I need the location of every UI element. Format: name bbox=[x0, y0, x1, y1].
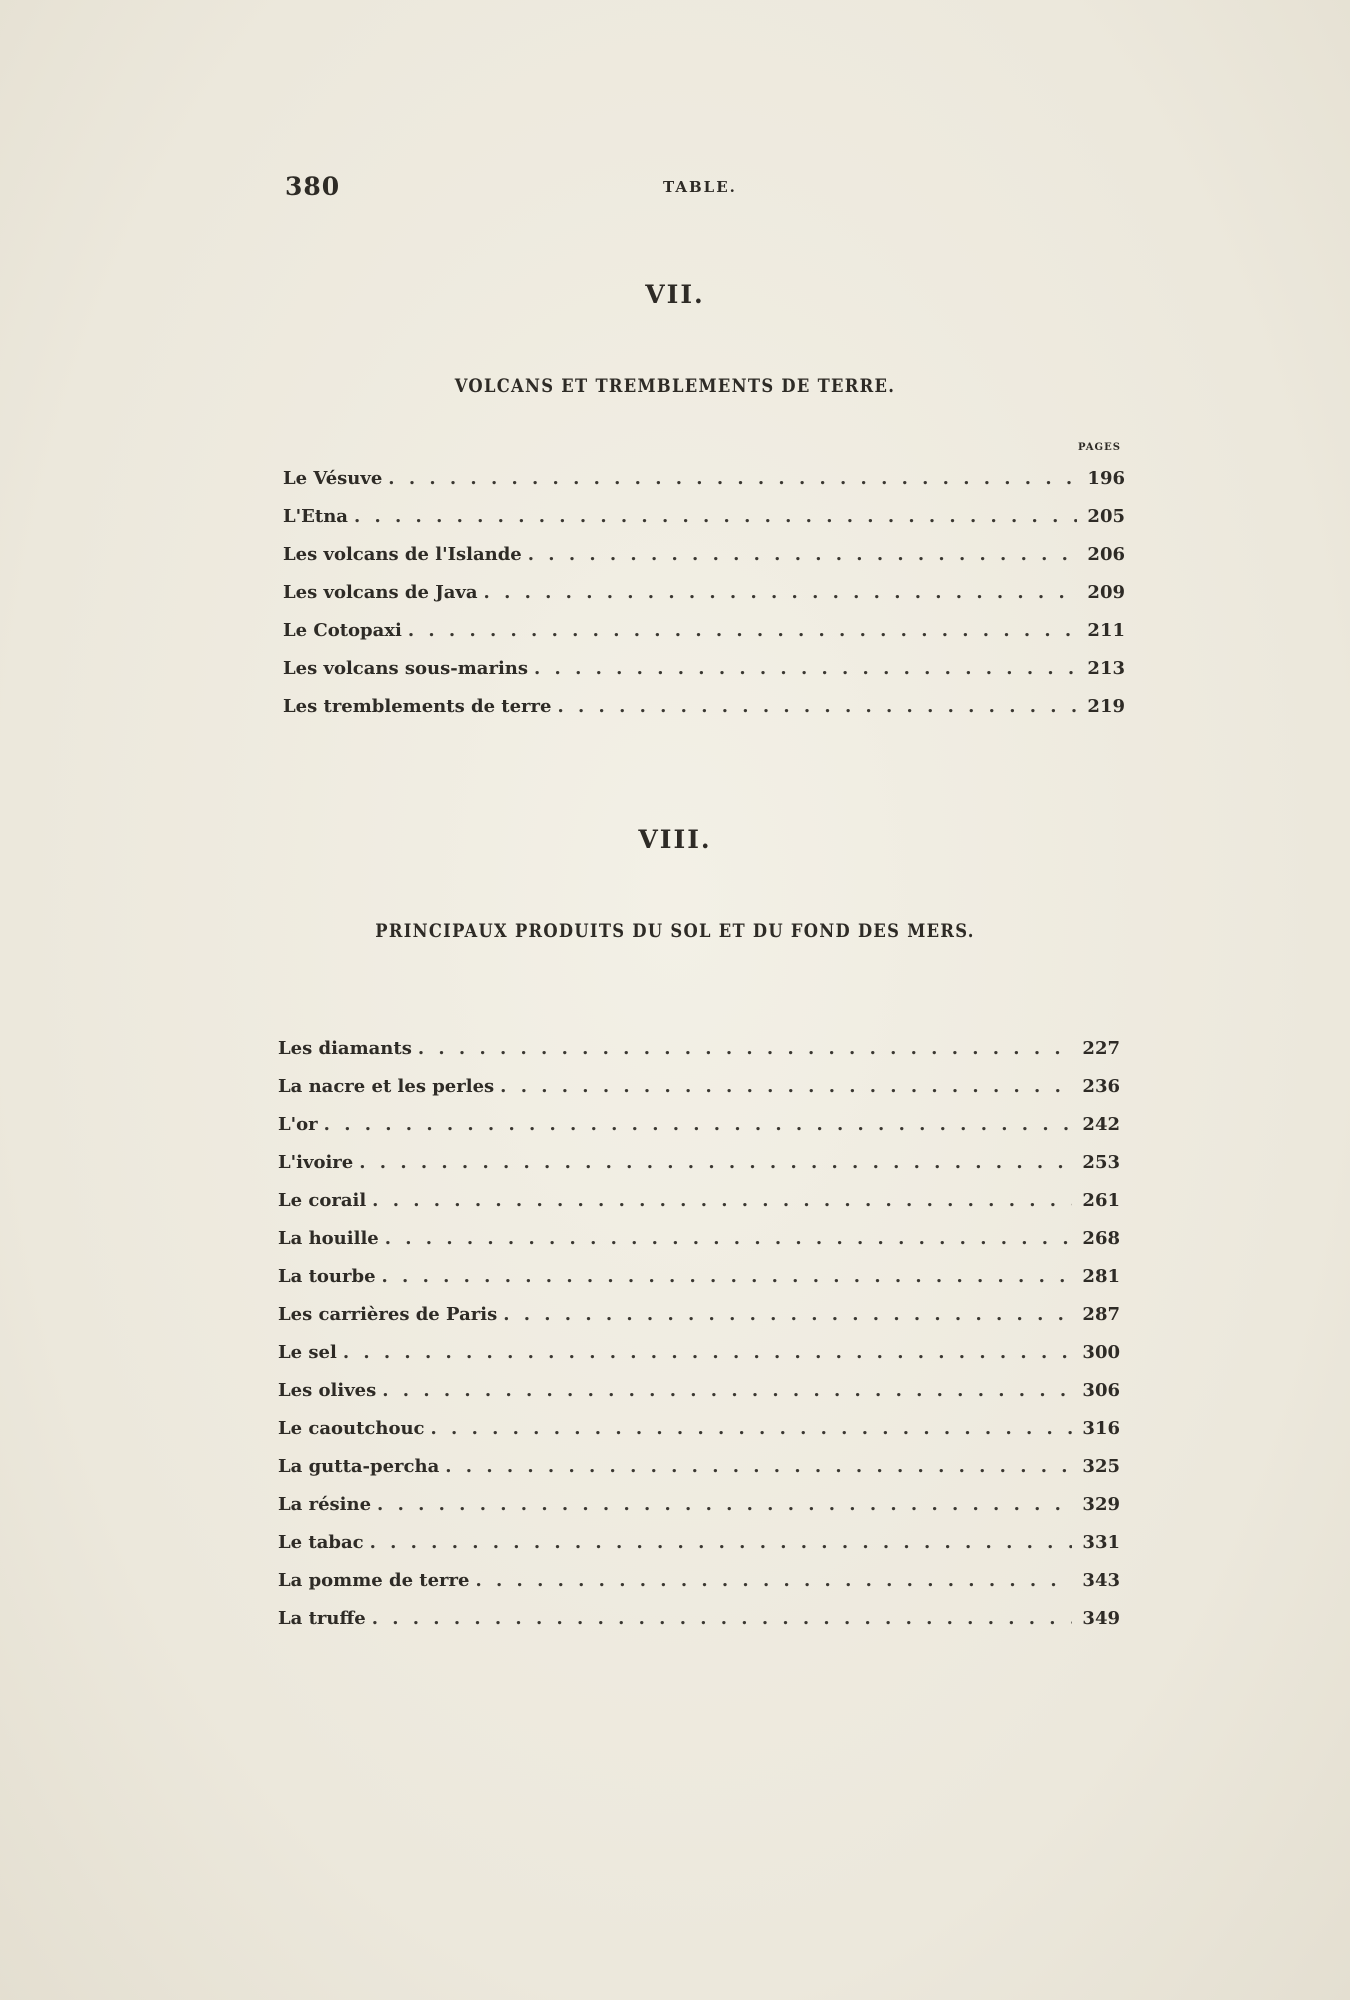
dot-leader bbox=[343, 1342, 1072, 1363]
toc-entry-page: 325 bbox=[1082, 1456, 1120, 1477]
toc-entry bbox=[283, 658, 1125, 696]
section-vii-toc bbox=[283, 468, 1125, 734]
toc-entry-page: 306 bbox=[1082, 1380, 1120, 1401]
toc-entry-label: La truffe bbox=[278, 1608, 366, 1629]
toc-entry-page: 219 bbox=[1087, 696, 1125, 717]
toc-entry bbox=[278, 1342, 1120, 1380]
dot-leader bbox=[431, 1418, 1072, 1439]
toc-entry-label: Les volcans sous-marins bbox=[283, 658, 529, 679]
toc-entry-page: 196 bbox=[1087, 468, 1125, 489]
toc-entry bbox=[283, 620, 1125, 658]
dot-leader bbox=[370, 1532, 1072, 1553]
toc-entry bbox=[283, 696, 1125, 734]
toc-entry bbox=[278, 1228, 1120, 1266]
toc-entry-page: 331 bbox=[1082, 1532, 1120, 1553]
dot-leader bbox=[388, 468, 1077, 489]
toc-entry bbox=[278, 1380, 1120, 1418]
dot-leader bbox=[372, 1190, 1072, 1211]
dot-leader bbox=[385, 1228, 1072, 1249]
toc-entry-label: Le Cotopaxi bbox=[283, 620, 402, 641]
toc-entry-label: L'ivoire bbox=[278, 1152, 354, 1173]
dot-leader bbox=[372, 1608, 1072, 1629]
toc-entry-label: La tourbe bbox=[278, 1266, 376, 1287]
toc-entry-label: Le Vésuve bbox=[283, 468, 383, 489]
toc-entry-page: 316 bbox=[1082, 1418, 1120, 1439]
toc-entry-page: 211 bbox=[1087, 620, 1125, 641]
dot-leader bbox=[382, 1266, 1072, 1287]
toc-entry-page: 236 bbox=[1082, 1076, 1120, 1097]
dot-leader bbox=[534, 658, 1077, 679]
toc-entry bbox=[278, 1266, 1120, 1304]
toc-entry bbox=[278, 1152, 1120, 1190]
toc-entry bbox=[278, 1190, 1120, 1228]
toc-entry-label: Les diamants bbox=[278, 1038, 412, 1059]
dot-leader bbox=[484, 582, 1077, 603]
toc-entry-page: 343 bbox=[1082, 1570, 1120, 1591]
dot-leader bbox=[475, 1570, 1072, 1591]
toc-entry bbox=[283, 506, 1125, 544]
page-number: 380 bbox=[285, 172, 341, 201]
section-vii-title: VOLCANS ET TREMBLEMENTS DE TERRE. bbox=[454, 375, 896, 397]
dot-leader bbox=[382, 1380, 1072, 1401]
toc-entry-page: 209 bbox=[1087, 582, 1125, 603]
toc-entry-page: 281 bbox=[1082, 1266, 1120, 1287]
toc-entry-page: 261 bbox=[1082, 1190, 1120, 1211]
toc-entry bbox=[283, 468, 1125, 506]
toc-entry-label: La résine bbox=[278, 1494, 372, 1515]
dot-leader bbox=[500, 1076, 1072, 1097]
dot-leader bbox=[557, 696, 1077, 717]
toc-entry bbox=[278, 1494, 1120, 1532]
toc-entry bbox=[278, 1608, 1120, 1646]
dot-leader bbox=[408, 620, 1077, 641]
toc-entry bbox=[278, 1114, 1120, 1152]
toc-entry bbox=[278, 1304, 1120, 1342]
dot-leader bbox=[528, 544, 1077, 565]
toc-entry-label: Les volcans de l'Islande bbox=[283, 544, 522, 565]
dot-leader bbox=[418, 1038, 1072, 1059]
toc-entry-page: 268 bbox=[1082, 1228, 1120, 1249]
dot-leader bbox=[503, 1304, 1072, 1325]
toc-entry-label: Le tabac bbox=[278, 1532, 364, 1553]
toc-entry-page: 300 bbox=[1082, 1342, 1120, 1363]
pages-column-label: PAGES bbox=[1078, 442, 1121, 453]
toc-entry bbox=[278, 1532, 1120, 1570]
dot-leader bbox=[359, 1152, 1072, 1173]
toc-entry-label: L'or bbox=[278, 1114, 318, 1135]
toc-entry-page: 213 bbox=[1087, 658, 1125, 679]
section-viii-number: VIII. bbox=[638, 825, 712, 854]
toc-entry-label: Les tremblements de terre bbox=[283, 696, 552, 717]
running-title: TABLE. bbox=[663, 178, 737, 196]
toc-entry-label: Le corail bbox=[278, 1190, 367, 1211]
toc-entry-page: 349 bbox=[1082, 1608, 1120, 1629]
toc-entry-label: Le sel bbox=[278, 1342, 337, 1363]
toc-entry bbox=[283, 544, 1125, 582]
toc-entry-label: Les olives bbox=[278, 1380, 377, 1401]
toc-entry-label: La pomme de terre bbox=[278, 1570, 470, 1591]
toc-entry-page: 205 bbox=[1087, 506, 1125, 527]
toc-entry-page: 287 bbox=[1082, 1304, 1120, 1325]
dot-leader bbox=[324, 1114, 1072, 1135]
toc-entry-page: 242 bbox=[1082, 1114, 1120, 1135]
toc-entry-label: La gutta-percha bbox=[278, 1456, 440, 1477]
running-head bbox=[285, 172, 745, 202]
toc-entry-label: La houille bbox=[278, 1228, 379, 1249]
toc-entry-label: Le caoutchouc bbox=[278, 1418, 425, 1439]
toc-entry-page: 227 bbox=[1082, 1038, 1120, 1059]
toc-entry bbox=[278, 1456, 1120, 1494]
section-viii-toc bbox=[278, 1038, 1120, 1646]
toc-entry bbox=[278, 1076, 1120, 1114]
toc-entry-page: 253 bbox=[1082, 1152, 1120, 1173]
section-viii-title: PRINCIPAUX PRODUITS DU SOL ET DU FOND DES MERS. bbox=[375, 920, 975, 942]
toc-entry bbox=[283, 582, 1125, 620]
toc-entry-label: La nacre et les perles bbox=[278, 1076, 495, 1097]
toc-entry-label: L'Etna bbox=[283, 506, 348, 527]
toc-entry bbox=[278, 1570, 1120, 1608]
toc-entry bbox=[278, 1418, 1120, 1456]
toc-entry-label: Les volcans de Java bbox=[283, 582, 478, 603]
section-vii-number: VII. bbox=[645, 280, 705, 309]
toc-entry-page: 329 bbox=[1082, 1494, 1120, 1515]
dot-leader bbox=[445, 1456, 1072, 1477]
toc-entry bbox=[278, 1038, 1120, 1076]
dot-leader bbox=[377, 1494, 1072, 1515]
dot-leader bbox=[354, 506, 1077, 527]
toc-entry-label: Les carrières de Paris bbox=[278, 1304, 498, 1325]
toc-entry-page: 206 bbox=[1087, 544, 1125, 565]
